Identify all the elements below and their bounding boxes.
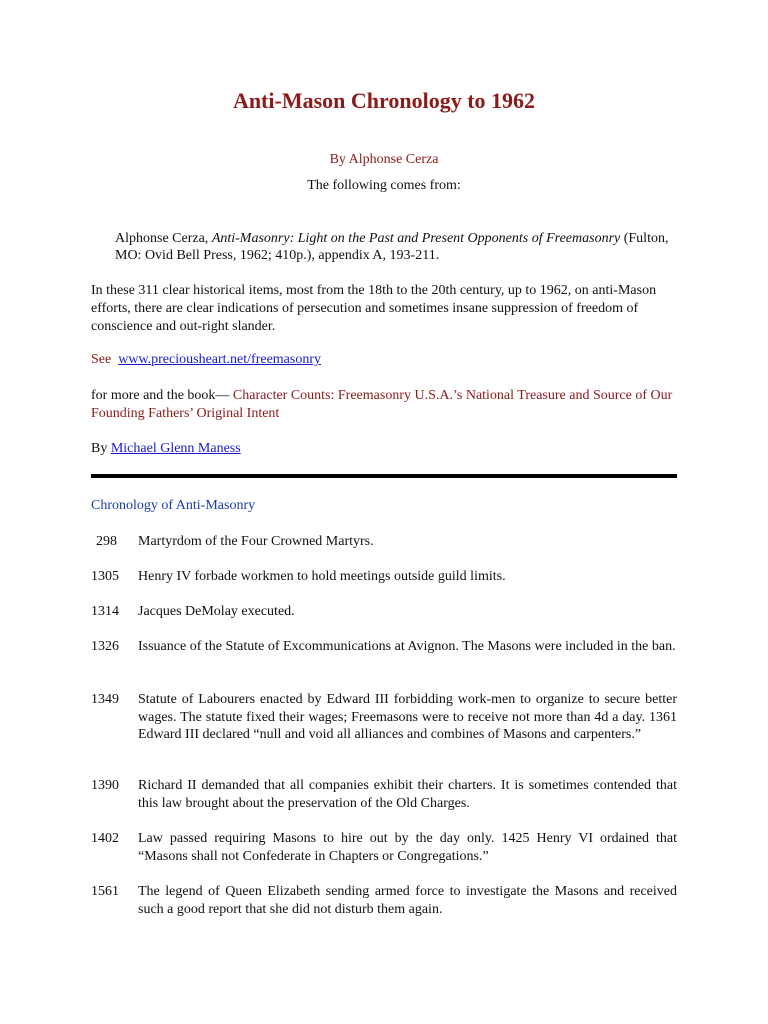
chronology-entry	[91, 568, 677, 586]
entry-year: 1390	[91, 778, 119, 793]
chronology-heading: Chronology of Anti-Masonry	[91, 498, 256, 513]
entry-year: 1561	[91, 884, 119, 899]
website-link[interactable]: www.preciousheart.net/freemasonry	[118, 352, 322, 367]
entry-text: Henry IV forbade workmen to hold meetings outside guild limits.	[138, 569, 506, 584]
entry-text: Statute of Labourers enacted by Edward III forbidding work-men to organize to secure better wages. The statute fixed their wages; Freemasons were to receive not more than 4d a day. 1361 Edward III declared “null and void all alliances and combines of Masons and carpenters.”	[138, 692, 677, 742]
entry-year: 1305	[91, 569, 119, 584]
page-title: Anti-Mason Chronology to 1962	[232, 88, 536, 113]
citation-publication: (Fulton, MO: Ovid Bell Press, 1962; 410p.), appendix A, 193-211.	[115, 231, 669, 263]
author-prefix: By	[91, 441, 111, 456]
author-line	[91, 440, 681, 458]
chronology-entry	[91, 691, 677, 744]
citation	[115, 230, 675, 264]
entry-text: Richard II demanded that all companies exhibit their charters. It is sometimes contended that this law brought about the preservation of the Old Charges.	[138, 778, 677, 811]
see-label: See	[91, 352, 112, 367]
chronology-entry	[91, 603, 677, 621]
chronology-entry	[91, 777, 677, 812]
book-reference-prefix: for more and the book—	[91, 388, 233, 403]
entry-text: Martyrdom of the Four Crowned Martyrs.	[138, 534, 374, 549]
citation-author: Alphonse Cerza,	[115, 231, 212, 246]
chronology-entry	[91, 830, 677, 865]
chronology-entry	[91, 533, 677, 551]
entry-year: 1402	[91, 831, 119, 846]
entry-year: 1349	[91, 692, 119, 707]
entry-year: 1314	[91, 604, 119, 619]
chronology-entry	[91, 883, 677, 918]
intro-paragraph: In these 311 clear historical items, most from the 18th to the 20th century, up to 1962, on anti-Mason efforts, there are clear indications of persecution and sometimes insane suppression of freedom of conscience and out-right slander.	[91, 283, 657, 334]
book-title: Character Counts: Freemasonry U.S.A.’s National Treasure and Source of Our Founding Fathers’ Original Intent	[91, 388, 673, 421]
entry-text: The legend of Queen Elizabeth sending armed force to investigate the Masons and received such a good report that she did not disturb them again.	[138, 884, 677, 917]
chronology-entry	[91, 638, 677, 656]
author-link[interactable]: Michael Glenn Maness	[110, 441, 241, 456]
book-reference	[91, 387, 681, 423]
entry-text: Issuance of the Statute of Excommunications at Avignon. The Masons were included in the ban.	[138, 639, 676, 654]
citation-book-title: Anti-Masonry: Light on the Past and Present Opponents of Freemasonry	[211, 231, 621, 246]
see-line	[91, 351, 681, 369]
entry-year: 1326	[91, 639, 119, 654]
entry-year: 298	[96, 534, 117, 549]
source-intro: The following comes from:	[307, 178, 461, 193]
byline: By Alphonse Cerza	[329, 152, 439, 167]
horizontal-divider	[91, 474, 677, 478]
entry-text: Law passed requiring Masons to hire out by the day only. 1425 Henry VI ordained that “Masons shall not Confederate in Chapters or Congregations.”	[138, 831, 677, 864]
entry-text: Jacques DeMolay executed.	[138, 604, 295, 619]
